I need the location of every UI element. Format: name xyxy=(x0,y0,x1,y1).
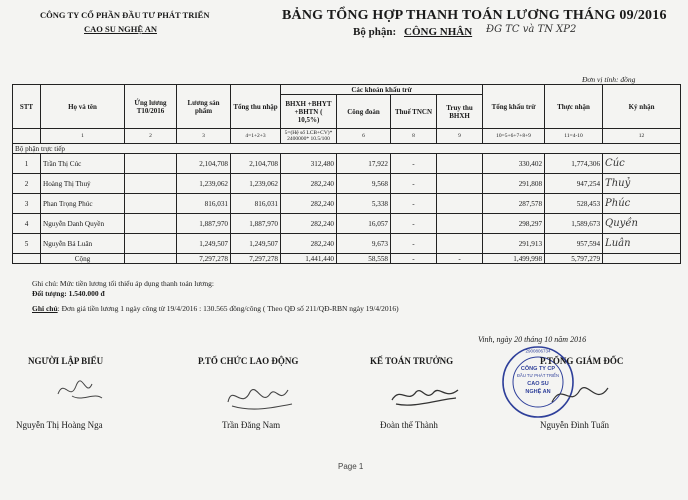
signature-accountant xyxy=(388,378,464,412)
signer-title: P.TỔ CHỨC LAO ĐỘNG xyxy=(198,356,299,366)
row-union: 9,568 xyxy=(337,174,391,194)
col-total-income: Tổng thu nhập xyxy=(231,85,281,129)
row-total-deduct: 298,297 xyxy=(483,214,545,234)
col-name: Họ và tên xyxy=(41,85,125,129)
svg-text:NGHỆ AN: NGHỆ AN xyxy=(525,389,551,395)
row-total-deduct: 330,402 xyxy=(483,154,545,174)
col-sign: Ký nhận xyxy=(603,85,681,129)
total-union: 58,558 xyxy=(337,254,391,264)
index-cell: 1 xyxy=(41,129,125,144)
total-income: 7,297,278 xyxy=(231,254,281,264)
note-label: Ghi chú xyxy=(32,304,58,313)
row-total-deduct: 291,808 xyxy=(483,174,545,194)
row-net: 957,594 xyxy=(545,234,603,254)
table-row xyxy=(13,234,681,254)
row-advance xyxy=(125,174,177,194)
index-cell: 10=5+6+7+8+9 xyxy=(483,129,545,144)
row-stt: 1 xyxy=(13,154,41,174)
row-net: 1,589,673 xyxy=(545,214,603,234)
row-product: 2,104,708 xyxy=(177,154,231,174)
svg-text:2900806734: 2900806734 xyxy=(525,348,551,354)
col-si-recover: Truy thu BHXH xyxy=(437,95,483,129)
table-row xyxy=(13,194,681,214)
row-product: 1,239,062 xyxy=(177,174,231,194)
row-product: 816,031 xyxy=(177,194,231,214)
row-advance xyxy=(125,194,177,214)
row-sign: Phúc xyxy=(603,194,681,214)
row-product: 1,887,970 xyxy=(177,214,231,234)
note-min-wage: Ghi chú: Mức tiền lương tối thiểu áp dụng thanh toán lương: xyxy=(32,279,214,288)
total-row xyxy=(13,254,681,264)
row-advance xyxy=(125,214,177,234)
row-insurance: 282,240 xyxy=(281,194,337,214)
row-advance xyxy=(125,234,177,254)
total-insurance: 1,441,440 xyxy=(281,254,337,264)
row-union: 16,057 xyxy=(337,214,391,234)
note-target: Đối tượng: 1.540.000 đ xyxy=(32,289,105,298)
row-name: Hoàng Thị Thuỷ xyxy=(41,174,125,194)
row-name: Nguyễn Danh Quyền xyxy=(41,214,125,234)
row-si xyxy=(437,234,483,254)
department-handwritten: ĐG TC và TN XP2 xyxy=(486,24,577,35)
signature-director xyxy=(548,378,616,414)
row-si xyxy=(437,174,483,194)
row-net: 528,453 xyxy=(545,194,603,214)
table-row xyxy=(13,174,681,194)
row-si xyxy=(437,194,483,214)
row-total-deduct: 291,913 xyxy=(483,234,545,254)
group-row xyxy=(13,144,681,154)
row-total-deduct: 287,578 xyxy=(483,194,545,214)
row-sign: Cúc xyxy=(603,154,681,174)
index-cell: 6 xyxy=(337,129,391,144)
row-product: 1,249,507 xyxy=(177,234,231,254)
index-cell: 3 xyxy=(177,129,231,144)
row-income: 1,887,970 xyxy=(231,214,281,234)
index-cell: 11=4-10 xyxy=(545,129,603,144)
company-subname: CAO SU NGHỆ AN xyxy=(84,24,157,34)
signature-preparer xyxy=(52,372,108,408)
col-union: Công đoàn xyxy=(337,95,391,129)
row-income: 1,249,507 xyxy=(231,234,281,254)
row-union: 5,338 xyxy=(337,194,391,214)
row-union: 9,673 xyxy=(337,234,391,254)
signer-name: Trần Đăng Nam xyxy=(222,420,281,430)
col-total-deduct: Tổng khấu trừ xyxy=(483,85,545,129)
table-row xyxy=(13,214,681,234)
svg-text:CAO SU: CAO SU xyxy=(527,381,549,387)
col-stt: STT xyxy=(13,85,41,129)
page-number: Page 1 xyxy=(338,462,364,471)
total-product: 7,297,278 xyxy=(177,254,231,264)
row-pit: - xyxy=(391,234,437,254)
index-cell: 2 xyxy=(125,129,177,144)
col-insurance: BHXH +BHYT +BHTN ( 10,5%) xyxy=(281,95,337,129)
row-stt: 4 xyxy=(13,214,41,234)
row-name: Nguyễn Bá Luân xyxy=(41,234,125,254)
total-pit: - xyxy=(391,254,437,264)
row-insurance: 282,240 xyxy=(281,214,337,234)
row-name: Trần Thị Cúc xyxy=(41,154,125,174)
row-stt: 3 xyxy=(13,194,41,214)
row-si xyxy=(437,154,483,174)
row-income: 1,239,062 xyxy=(231,174,281,194)
row-insurance: 312,480 xyxy=(281,154,337,174)
currency-unit: Đơn vị tính: đồng xyxy=(582,75,636,84)
row-union: 17,922 xyxy=(337,154,391,174)
row-pit: - xyxy=(391,174,437,194)
row-advance xyxy=(125,154,177,174)
signer-name: Nguyễn Thị Hoàng Nga xyxy=(16,420,103,430)
index-cell: 12 xyxy=(603,129,681,144)
signer-title: P.TỔNG GIÁM ĐỐC xyxy=(540,356,624,366)
note-daily-rate: : Đơn giá tiền lương 1 ngày công từ 19/4/2016 : 130.565 đồng/công ( Theo QĐ số 211/QĐ-RBN ngày 19/4/2016) xyxy=(57,304,399,313)
row-pit: - xyxy=(391,214,437,234)
index-cell: 4=1+2+3 xyxy=(231,129,281,144)
col-net: Thực nhận xyxy=(545,85,603,129)
group-label: Bộ phận trực tiếp xyxy=(13,144,681,154)
row-stt: 5 xyxy=(13,234,41,254)
index-cell: 5=(Hệ số LCB+CV)* 2400000* 10.5/100 xyxy=(281,129,337,144)
row-stt: 2 xyxy=(13,174,41,194)
total-net: 5,797,279 xyxy=(545,254,603,264)
row-pit: - xyxy=(391,194,437,214)
signature-labor xyxy=(222,376,298,416)
row-net: 1,774,306 xyxy=(545,154,603,174)
place-date: Vinh, ngày 20 tháng 10 năm 2016 xyxy=(478,335,587,344)
signer-title: NGƯỜI LẬP BIỂU xyxy=(28,356,104,366)
signer-name: Nguyễn Đình Tuấn xyxy=(540,420,610,430)
row-income: 2,104,708 xyxy=(231,154,281,174)
index-cell: 9 xyxy=(437,129,483,144)
svg-text:ĐẦU TƯ PHÁT TRIỂN: ĐẦU TƯ PHÁT TRIỂN xyxy=(517,373,559,378)
col-pit: Thuế TNCN xyxy=(391,95,437,129)
signer-name: Đoàn thế Thành xyxy=(380,420,438,430)
row-si xyxy=(437,214,483,234)
col-product-pay: Lương sản phẩm xyxy=(177,85,231,129)
row-name: Phan Trọng Phúc xyxy=(41,194,125,214)
row-sign: Thuỷ xyxy=(603,174,681,194)
row-insurance: 282,240 xyxy=(281,174,337,194)
department-label: Bộ phận: xyxy=(353,26,397,38)
col-advance: Ứng lương T10/2016 xyxy=(125,85,177,129)
row-insurance: 282,240 xyxy=(281,234,337,254)
row-pit: - xyxy=(391,154,437,174)
row-net: 947,254 xyxy=(545,174,603,194)
company-name: CÔNG TY CỔ PHẦN ĐẦU TƯ PHÁT TRIỂN xyxy=(40,10,210,20)
total-deduct: 1,499,998 xyxy=(483,254,545,264)
department-value: CÔNG NHÂN xyxy=(404,26,473,38)
signer-title: KẾ TOÁN TRƯỞNG xyxy=(370,356,454,366)
row-sign: Luân xyxy=(603,234,681,254)
index-cell: 8 xyxy=(391,129,437,144)
total-label: Cộng xyxy=(41,254,125,264)
index-row xyxy=(13,129,681,144)
svg-text:CÔNG TY CP: CÔNG TY CP xyxy=(520,366,556,372)
row-sign: Quyền xyxy=(603,214,681,234)
row-income: 816,031 xyxy=(231,194,281,214)
payroll-table xyxy=(12,84,681,264)
col-deductions: Các khoản khấu trừ xyxy=(281,85,483,95)
document-title: BẢNG TỔNG HỢP THANH TOÁN LƯƠNG THÁNG 09/2016 xyxy=(282,8,667,23)
total-advance xyxy=(125,254,177,264)
table-row xyxy=(13,154,681,174)
total-si: - xyxy=(437,254,483,264)
